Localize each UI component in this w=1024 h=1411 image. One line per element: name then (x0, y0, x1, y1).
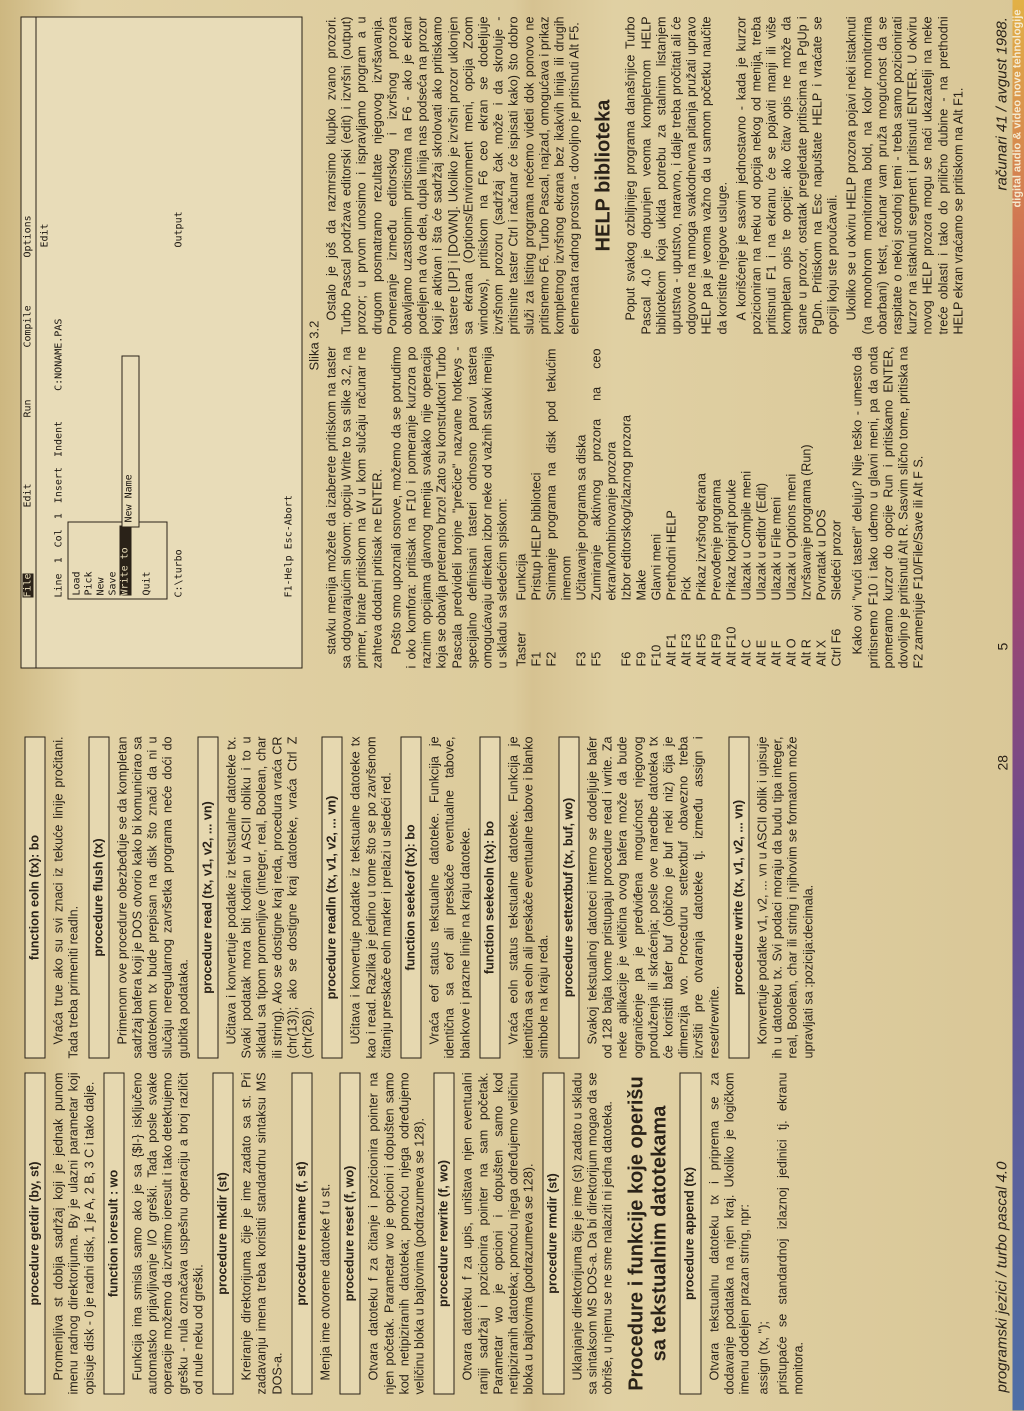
paragraph: Ukoliko se u okviru HELP prozora pojavi neki istaknuti (na monohrom monitorima bold, na kolor monitorima obarbani) tekst, računar vam pruža mogućnost da se raspitate o nekoj srodnoj temi - treba samo pozicionirati kurzor na istaknuti segment i pritisnuti ENTER. U okviru novog HELP prozora mogu se naći ukazatelji na neke treće oblasti i tako do prilično dubine - na prethodni HELP ekran vraćamo se pritiskom na Alt F1. (844, 16, 966, 335)
ide-help-line: F1-Help Esc-Abort (283, 495, 295, 598)
hotkey-cell: Alt C (739, 639, 754, 667)
right-page-number: 5 (994, 642, 1011, 651)
paragraph: Konvertuje podatke v1, v2, ... vn u ASCII oblik i upisuje ih u datoteku tx. Svi podaci moraju da budu tipa integer, real, Boolean, char ili string i njihovim se formatom može upravljati sa :pozicija:decimala. (755, 736, 816, 1059)
section-header: procedure rename (f, st) (291, 1073, 312, 1395)
table-row (635, 347, 650, 669)
function-cell: Učitavanje programa sa diska (574, 434, 589, 601)
hotkey-table (515, 347, 845, 669)
section-header: function ioresult : wo (103, 1073, 124, 1395)
hotkey-cell: F10 (649, 644, 664, 667)
paragraph: Vraća true ako su svi znaci iz tekuće linije pročitani. Tada treba primeniti readln. (51, 736, 81, 1059)
table-row (530, 347, 545, 669)
function-cell: Izbor editorskog/izlaznog prozora (619, 414, 634, 601)
section-header: procedure read (tx, v1, v2, ... vn) (197, 737, 218, 1059)
table-row (800, 347, 815, 669)
section-header: function seekeof (tx): bo (401, 737, 422, 1059)
hotkey-cell: Alt O (784, 638, 799, 667)
menu-file[interactable]: File (22, 573, 34, 598)
table-header-cell: Taster (514, 632, 529, 667)
function-cell: Ulazak u Compile meni (739, 471, 754, 601)
function-cell: Make (634, 569, 649, 601)
right-page-column-1 (325, 347, 965, 669)
table-row (830, 347, 845, 669)
left-page-number: 28 (994, 754, 1011, 771)
table-row (755, 347, 770, 669)
hotkey-cell: Alt F (769, 640, 784, 667)
paragraph: Otvara tekstualnu datoteku tx i priprema se za dodavanje podataka na njen kraj. Ukoliko je logičkom imenu dodeljen prazan string, npr: (707, 1072, 752, 1395)
section-header: function seekeoln (tx): bo (479, 737, 500, 1059)
banner-text: digital audio & video nove tehnologije (1011, 9, 1024, 208)
table-row (695, 347, 710, 669)
hotkey-cell: Alt F10 (724, 626, 739, 667)
function-cell: Ulazak u Options meni (784, 473, 799, 601)
hotkey-cell: Alt F5 (694, 633, 709, 667)
paragraph: Menja ime otvorene datoteke f u st. (318, 1183, 333, 1381)
section-header: procedure reset (f, wo) (340, 1073, 361, 1395)
file-write-to[interactable]: Write to (120, 526, 132, 596)
paragraph: Funkcija ima smisla samo ako je sa {$I-} isključeno automatsko prijavljivanje I/O greški. Tada posle svake operacije možemo da izvršimo ioresult i tako detektujemo grešku - nula označava uspešnu operaciju a broj različit od nule neku od greški. (130, 1072, 206, 1395)
function-cell: Snimanje programa na disk pod tekućim imenom (544, 348, 574, 601)
left-page-column-1 (19, 1073, 965, 1395)
paragraph: Poput svakog ozbiljnijeg programa današnjice Turbo Pascal 4.0 je dopunjen veoma kompletnom HELP bibliotekom koja ukida potrebu za stalnim listanjem uputstva - uputstvo, naravno, i dalje treba pročitati ali će odgovore na mnoga svakodnevna pitanja pružati upravo HELP pa je veoma važno da u samom početku naučite da koristite njegove usluge. (623, 16, 730, 335)
file-load[interactable]: Load (71, 571, 83, 596)
paragraph: Uklanjanje direktorijuma čije je ime (st) zadato u skladu sa sintaksom MS DOS-a. Da bi direktorijum mogao da se obriše, u njemu se ne sme nalaziti ni jedna datoteka. (570, 1072, 615, 1395)
paragraph: Ostalo je još da razmrsimo klupko zvano prozori. Turbo Pascal podržava editorski (edit) i izvršni (output) prozor; u prvom unosimo i ispravljamo program a u drugom posmatramo rezultate njegovog izvršavanja. Pomeranje između editorskog i izvršnog prozora obavljamo uzastopnim pritiscima na F6 - ako je ekran podeljen na dva dela, dupla linija nas podseća na prozor koji je aktivan i šta će sadržaj skrolovati ako pritiskamo tastere [UP] i [DOWN]. Ukoliko je izvršni prozor uklonjen sa ekrana (Options/Environment meni, opcija Zoom windows), pritiskom na F6 ceo ekran se dodeljuje izvršnom prozoru (sadržaj čak može i da skroluje - pritisnite taster Ctrl i računar će ispisati kako) što dobro služi za listing programa nećemo videti dok ponovo ne pritisnemo F6. Turbo Pascal, najzad, omogućava i prikaz kompletnog izvršnog ekrana bez ikakvih linija ili drugih elemenata radnog prostora - dovoljno je pritisnuti Alt F5. (324, 16, 582, 335)
section-header: procedure rmdir (st) (543, 1073, 564, 1395)
paragraph: assign (tx, ''); (756, 1321, 771, 1395)
ide-menubar (22, 18, 37, 668)
table-row (545, 347, 575, 669)
function-cell: Prikaz kopirajt poruke (724, 479, 739, 601)
right-page-column-2 (325, 17, 965, 335)
section-title: Procedure i funkcije koje operišu sa tekstualnim datotekama (625, 1076, 671, 1391)
section-header: procedure mkdir (st) (213, 1073, 234, 1395)
function-cell: Povratak u DOS (814, 509, 829, 601)
hotkey-cell: Alt R (799, 639, 814, 667)
table-row (620, 347, 635, 669)
table-row (590, 347, 620, 669)
menu-options[interactable]: Options (22, 215, 34, 258)
function-cell: Sledeći prozor (829, 519, 844, 601)
hotkey-cell: F1 (529, 651, 544, 667)
function-cell: Pristup HELP biblioteci (529, 472, 544, 601)
table-row (680, 347, 695, 669)
paragraph: Učitava i konvertuje podatke iz tekstualne datoteke tx kao i read. Razlika je jedino u tome što se po završenom čitanju preskače eoln marker i prelazi u sledeći red. (348, 736, 394, 1059)
paragraph: Kreiranje direktorijuma čije je ime zadato sa st. Pri zadavanju imena treba koristiti standardnu sintaksu MS DOS-a. (239, 1072, 285, 1395)
function-cell: Glavni meni (649, 534, 664, 601)
hotkey-cell: Alt F3 (679, 633, 694, 667)
paragraph: Pošto smo upoznali osnove, možemo da se potrudimo i oko komfora: pritisak na F10 i pomeranje kurzora po raznim opcijama glavnog menija svakako nije operacija koja se obavlja preterano brzo! Zato su konstruktori Turbo Pascala predvideli brojne "prečice" nazvane hotkeys - specijalno definisani tasteri odnosno parovi tastera omogućavaju direktan izbor neke od važnih stavki menija u skladu sa sledećim spiskom: (389, 346, 510, 669)
paragraph: Otvara datoteku f za čitanje i pozicionira pointer na njen početak. Parametar wo je opcioni i dopušten samo kod netipiziranih datoteka; pomoću njega određujemo veličinu bloka u bajtovima (podrazumeva se 128). (366, 1072, 427, 1395)
hotkey-cell: Alt X (814, 639, 829, 667)
table-header-row (515, 347, 530, 669)
section-header: procedure write (tx, v1, v2, ... vn) (728, 737, 749, 1059)
hotkey-cell: Alt F9 (709, 633, 724, 667)
status-line: Line 1 Col 1 Insert Indent C:NONAME.PAS (53, 318, 65, 598)
file-save[interactable]: Save (107, 571, 119, 596)
table-row (575, 347, 590, 669)
dir-label: C:\turbo (173, 549, 185, 598)
section-header: procedure settextbuf (tx, buf, wo) (558, 737, 579, 1059)
paragraph: pristupaće se standardnoj izlaznoj jedinici tj. ekranu monitora. (775, 1072, 806, 1395)
new-name-dialog (122, 356, 140, 528)
output-window-title: Output (173, 211, 185, 248)
figure-caption: Slika 3.2 (306, 320, 322, 371)
new-name-label: New Name (123, 474, 135, 523)
hotkey-cell: F5 (589, 651, 604, 667)
hotkey-cell: F2 (544, 651, 559, 667)
table-row (740, 347, 755, 669)
function-cell: Pick (679, 576, 694, 601)
paragraph: Otvara datoteku f za upis, uništava njen eventualni raniji sadržaj i pozicionira pointer na sam početak. Parametar wo je opcioni i dopušten samo kod netipiziranih datoteka; pomoću njega određujemo veličinu bloka u bajtovima (podrazumeva se 128). (460, 1072, 536, 1395)
edit-window-title: Edit (39, 223, 51, 248)
function-cell: Prikaz izvršnog ekrana (694, 473, 709, 601)
paragraph: Učitava i konvertuje podatke iz tekstualne datoteke tx. Svaki podatak mora biti kodiran u ASCII obliku i to u skladu sa tipom promenljive (integer, real, Boolean, char ili string). Ako se dostigne kraj reda, procedura vraća CR (chr(13)); ako se dostigne kraj datoteke, vraća Ctrl Z (chr(26)). (224, 736, 315, 1059)
table-row (710, 347, 725, 669)
section-header: procedure readln (tx, v1, v2, ... vn) (322, 737, 343, 1059)
menu-run[interactable]: Run (22, 399, 34, 418)
section-title: HELP biblioteka (592, 99, 615, 252)
file-pick[interactable]: Pick (83, 571, 95, 596)
paragraph: Promenljiva st dobija sadržaj koji je jednak punom imenu radnog direktorijuma. By je ulazni parametar koji opisuje disk - 0 je radni disk, 1 je A, 2 B, 3 C i tako dalje. (51, 1072, 97, 1395)
function-cell: Izvršavanje programa (Run) (799, 444, 814, 601)
paragraph: stavku menija možete da izaberete pritiskom na taster sa odgovarajućim slovom; opciju Write to sa slike 3.2, na primer, birate pritiskom na W u kom slučaju računar ne zahteva dodatni pritisak ne ENTER. (324, 346, 385, 669)
function-cell: Ulazak u editor (Edit) (754, 482, 769, 601)
paragraph: A korišćenje je sasvim jednostavno - kada je kurzor pozicioniran na neku od opcija nekog od menija, treba pritisnuti F1 i na ekranu će se pojaviti manji ili više kompletan opis te opcije; ako čitav opis ne može da stane u prozor, ostatak pregledate pritiscima na PgUp i PgDn. Pritiskom na Esc napuštate HELP i vraćate se opciji koju ste proučavali. (734, 16, 840, 335)
hotkey-cell: Alt F1 (664, 633, 679, 667)
paragraph: Vraća eoln status tekstualne datoteke. Funkcija je identična sa eoln ali preskače eventualne tabove i blanko simbole na kraju reda. (506, 736, 551, 1059)
table-row (770, 347, 785, 669)
right-footer: računari 41 / avgust 1988. (993, 17, 1011, 191)
table-header-cell: Funkcija (514, 553, 529, 601)
rotated-spread (1, 0, 1024, 1411)
section-header: procedure rewrite (f, wo) (434, 1073, 455, 1395)
hotkey-cell: F9 (634, 651, 649, 667)
file-menu-dropdown (68, 522, 168, 600)
table-row (785, 347, 800, 669)
section-header: procedure append (tx) (680, 1073, 701, 1395)
top-banner (1013, 0, 1024, 1411)
hotkey-cell: Alt E (754, 639, 769, 667)
section-header: procedure getdir (by, st) (25, 1073, 46, 1395)
table-row (815, 347, 830, 669)
section-header: procedure flush (tx) (88, 737, 109, 1059)
file-new[interactable]: New (95, 577, 107, 596)
hotkey-cell: F3 (574, 651, 589, 667)
paragraph: Svakoj tekstualnoj datoteci interno se dodeljuje bafer od 128 bajta kome pristupaju procedure read i write. Za neke aplikacije je veličina ovog bafera može da bude ograničenje pa je predviđena mogućnost njegovog produženja ili skraćenja; posle ove naredbe datoteka tx će koristiti bafer buf (obično je buf neki niz) čija je dimenzija wo. Proceduru settextbuf obavezno treba izvršiti pre otvaranja datoteke tj. između assign i reset/rewrite. (585, 736, 722, 1059)
left-page-column-2 (19, 737, 965, 1059)
turbo-pascal-screenshot (21, 17, 303, 669)
table-row (650, 347, 665, 669)
menu-compile[interactable]: Compile (22, 305, 34, 348)
hotkey-cell: Ctrl F6 (829, 628, 844, 667)
hotkey-cell: F6 (619, 651, 634, 667)
file-quit[interactable]: Quit (141, 571, 153, 596)
paragraph: Kako ovi "vrući tasteri" deluju? Nije teško - umesto da pritisnemo F10 i tako uđemo u glavni meni, pa da onda pomeramo kurzor do opcije Run i pritiskamo ENTER, dovoljno je pritisnuti Alt R. Sasvim slično tome, pritiska na F2 zamenjuje F10/File/Save ili Alt F S. (850, 346, 926, 669)
table-row (725, 347, 740, 669)
function-cell: Zumiranje aktivnog prozora na ceo ekran/kombinovanje prozora (589, 348, 619, 601)
function-cell: Ulazak u File meni (769, 496, 784, 601)
section-header: function eoln (tx): bo (25, 737, 46, 1059)
menu-edit[interactable]: Edit (22, 483, 34, 508)
function-cell: Prevođenje programa (709, 479, 724, 601)
function-cell: Prethodni HELP (664, 510, 679, 601)
paragraph: Primenom ove procedure obezbeđuje se da kompletan sadržaj bafera koji je DOS otvorio kako bi komunicirao sa datotekom tx bude prepisan na disk što znači da ni u slučaju neregularnog završetka programa neće doći do gubitka podataka. (115, 736, 191, 1059)
left-footer: programski jezici / turbo pascal 4.0 (993, 1161, 1011, 1393)
table-row (665, 347, 680, 669)
paragraph: Vraća eof status tekstualne datoteke. Funkcija je identična sa eof ali preskače eventualne tabove, blankove i prazne linije na kraju datoteke. (427, 736, 473, 1059)
